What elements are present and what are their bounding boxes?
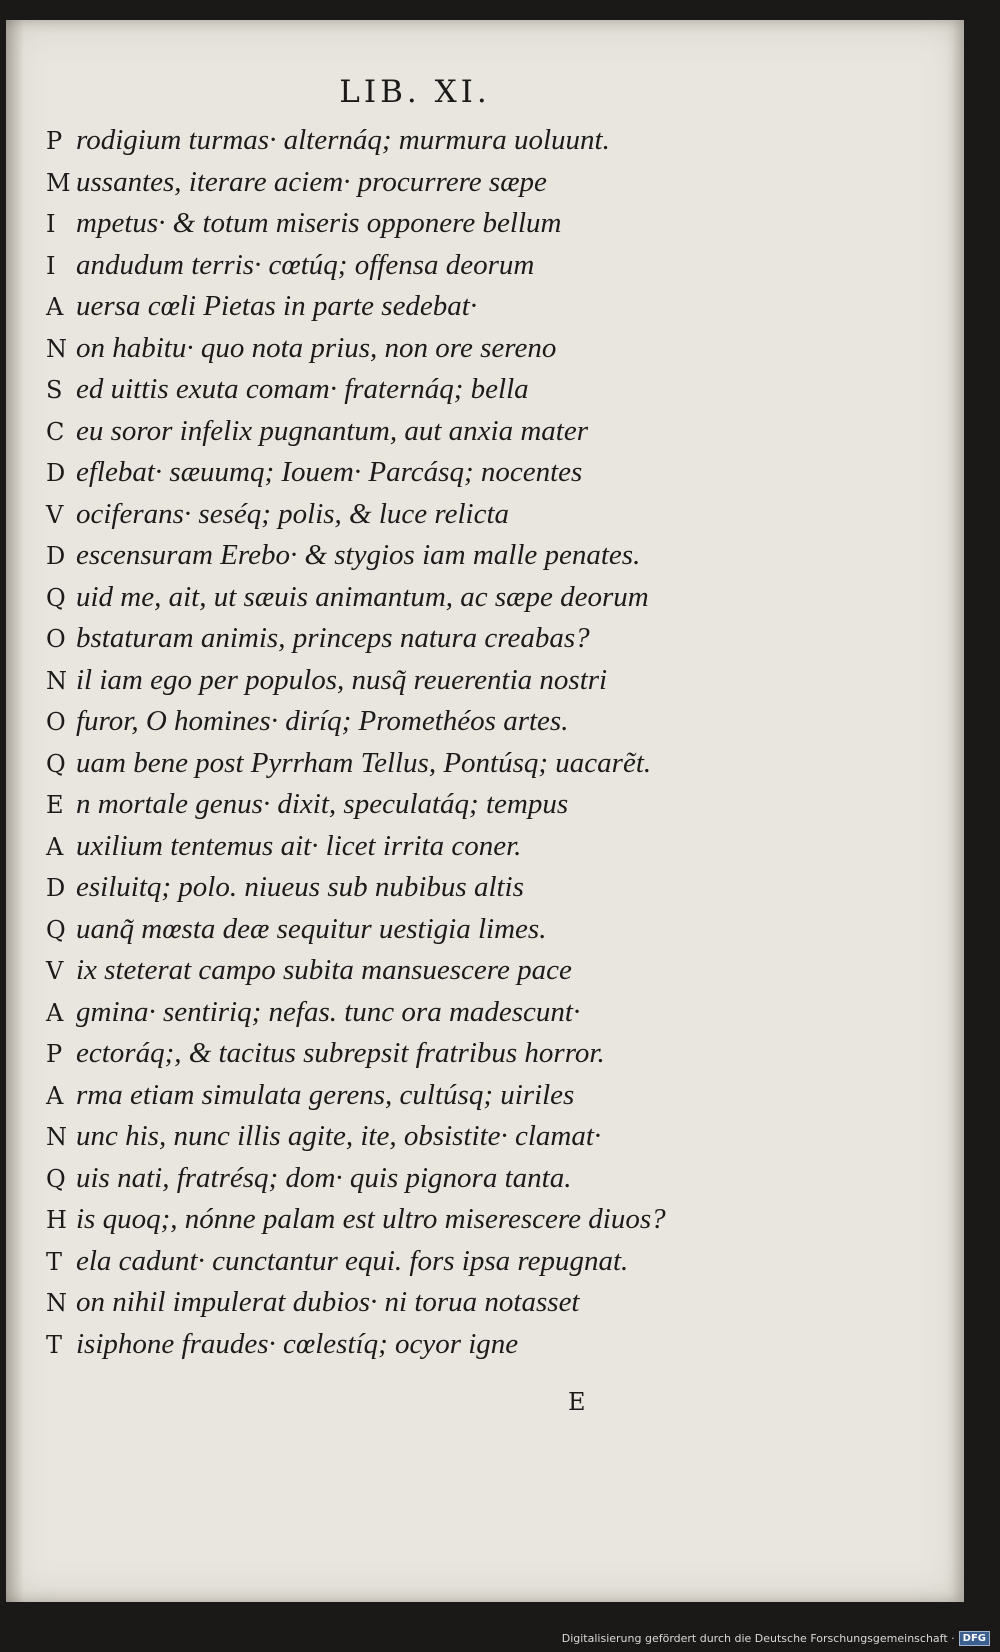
verse-text: uersa cœli Pietas in parte sedebat· bbox=[76, 290, 478, 322]
verse-line bbox=[46, 411, 666, 453]
verse-line bbox=[46, 1116, 666, 1158]
verse-line bbox=[46, 245, 666, 287]
verse-text: ela cadunt· cunctantur equi. fors ipsa repugnat. bbox=[76, 1244, 629, 1277]
verse-line bbox=[46, 1158, 666, 1200]
dfg-logo-icon: DFG bbox=[959, 1631, 990, 1646]
verse-initial: S bbox=[46, 376, 63, 404]
verse-line bbox=[46, 784, 666, 826]
verse-text: uid me, ait, ut sæuis animantum, ac sæpe deorum bbox=[76, 580, 649, 613]
verse-initial: A bbox=[46, 832, 64, 861]
verse-initial: H bbox=[46, 1206, 67, 1234]
verse-initial: P bbox=[46, 127, 63, 155]
verse-line bbox=[46, 535, 666, 577]
verse-line bbox=[46, 203, 666, 245]
verse-line bbox=[46, 1033, 666, 1075]
verse-initial: N bbox=[46, 1123, 67, 1151]
catchword: E bbox=[568, 1388, 586, 1416]
verse-line bbox=[46, 950, 666, 992]
verse-initial: V bbox=[46, 957, 64, 985]
verse-text: furor, O homines· diríq; Promethéos artes. bbox=[76, 705, 569, 737]
verse-initial: T bbox=[46, 1247, 63, 1276]
verse-text: escensuram Erebo· & stygios iam malle penates. bbox=[76, 539, 641, 571]
verse-line bbox=[46, 1282, 666, 1324]
verse-text: n mortale genus· dixit, speculatáq; tempus bbox=[76, 788, 569, 820]
verse-line bbox=[46, 162, 666, 204]
verse-initial: D bbox=[46, 542, 66, 570]
verse-initial: D bbox=[46, 459, 66, 487]
verse-initial: Q bbox=[46, 1164, 66, 1193]
verse-text: uxilium tentemus ait· licet irrita coner. bbox=[76, 829, 522, 862]
verse-text: ix steterat campo subita mansuescere pace bbox=[76, 954, 572, 986]
verse-text: gmina· sentiriq; nefas. tunc ora madescunt· bbox=[76, 995, 581, 1028]
verse-initial: N bbox=[46, 1289, 67, 1317]
verse-line bbox=[46, 743, 666, 785]
verse-text: ed uittis exuta comam· fraternáq; bella bbox=[76, 373, 529, 405]
verse-line bbox=[46, 701, 666, 743]
verse-initial: O bbox=[46, 708, 66, 736]
verse-text: eflebat· sæuumq; Iouem· Parcásq; nocentes bbox=[76, 456, 583, 488]
verse-line bbox=[46, 1241, 666, 1283]
verse-text: uanq̃ mœsta deæ sequitur uestigia limes. bbox=[76, 912, 547, 945]
verse-initial: N bbox=[46, 334, 67, 363]
verse-line bbox=[46, 1075, 666, 1117]
verse-line bbox=[46, 618, 666, 660]
verse-line bbox=[46, 1199, 666, 1241]
verse-text: esiluitq; polo. niueus sub nubibus altis bbox=[76, 871, 524, 903]
verse-text: rma etiam simulata gerens, cultúsq; uiriles bbox=[76, 1078, 575, 1111]
verse-text: on nihil impulerat dubios· ni torua notasset bbox=[76, 1286, 580, 1318]
verse-text: ectoráq;, & tacitus subrepsit fratribus horror. bbox=[76, 1037, 605, 1069]
verse-line bbox=[46, 1324, 666, 1366]
verse-initial: Q bbox=[46, 583, 66, 612]
verse-initial: Q bbox=[46, 749, 66, 778]
verse-line bbox=[46, 992, 666, 1034]
verse-list bbox=[46, 120, 666, 1365]
credit-text: Digitalisierung gefördert durch die Deutsche Forschungsgemeinschaft · bbox=[561, 1632, 955, 1645]
verse-line bbox=[46, 909, 666, 951]
verse-line bbox=[46, 867, 666, 909]
verse-text: il iam ego per populos, nusq̃ reuerentia nostri bbox=[76, 663, 608, 696]
verse-text: ussantes, iterare aciem· procurrere sæpe bbox=[76, 165, 547, 198]
verse-initial: A bbox=[46, 998, 64, 1027]
verse-line bbox=[46, 494, 666, 536]
verse-initial: A bbox=[46, 293, 64, 321]
verse-initial: P bbox=[46, 1040, 63, 1068]
verse-initial: A bbox=[46, 1081, 64, 1110]
verse-initial: I bbox=[46, 251, 56, 280]
verse-text: is quoq;, nónne palam est ultro miserescere diuos? bbox=[76, 1203, 666, 1235]
verse-text: bstaturam animis, princeps natura creabas? bbox=[76, 622, 590, 654]
verse-text: ociferans· seséq; polis, & luce relicta bbox=[76, 497, 510, 530]
verse-line bbox=[46, 452, 666, 494]
verse-text: uam bene post Pyrrham Tellus, Pontúsq; uacarẽt. bbox=[76, 746, 652, 779]
verse-line bbox=[46, 286, 666, 328]
verse-line bbox=[46, 120, 666, 162]
verse-initial: T bbox=[46, 1330, 63, 1359]
verse-text: uis nati, fratrésq; dom· quis pignora tanta. bbox=[76, 1161, 572, 1194]
verse-line bbox=[46, 826, 666, 868]
digitization-credit bbox=[562, 1631, 990, 1646]
verse-initial: M bbox=[46, 168, 71, 197]
verse-initial: E bbox=[46, 791, 64, 819]
book-page bbox=[6, 20, 964, 1602]
verse-initial: V bbox=[46, 500, 64, 529]
verse-initial: N bbox=[46, 666, 67, 695]
verse-line bbox=[46, 660, 666, 702]
verse-initial: O bbox=[46, 625, 66, 653]
verse-text: isiphone fraudes· cœlestíq; ocyor igne bbox=[76, 1327, 519, 1360]
verse-line bbox=[46, 369, 666, 411]
verse-initial: Q bbox=[46, 915, 66, 944]
verse-initial: C bbox=[46, 417, 65, 446]
verse-line bbox=[46, 577, 666, 619]
verse-text: andudum terris· cœtúq; offensa deorum bbox=[76, 248, 535, 281]
verse-initial: I bbox=[46, 210, 56, 238]
running-title: LIB. XI. bbox=[339, 74, 491, 110]
verse-text: eu soror infelix pugnantum, aut anxia mater bbox=[76, 414, 589, 447]
verse-text: unc his, nunc illis agite, ite, obsistite· clamat· bbox=[76, 1120, 602, 1152]
verse-text: mpetus· & totum miseris opponere bellum bbox=[76, 207, 562, 239]
verse-initial: D bbox=[46, 874, 66, 902]
verse-line bbox=[46, 328, 666, 370]
verse-text: on habitu· quo nota prius, non ore sereno bbox=[76, 331, 557, 364]
verse-text: rodigium turmas· alternáq; murmura uoluunt. bbox=[76, 124, 610, 156]
